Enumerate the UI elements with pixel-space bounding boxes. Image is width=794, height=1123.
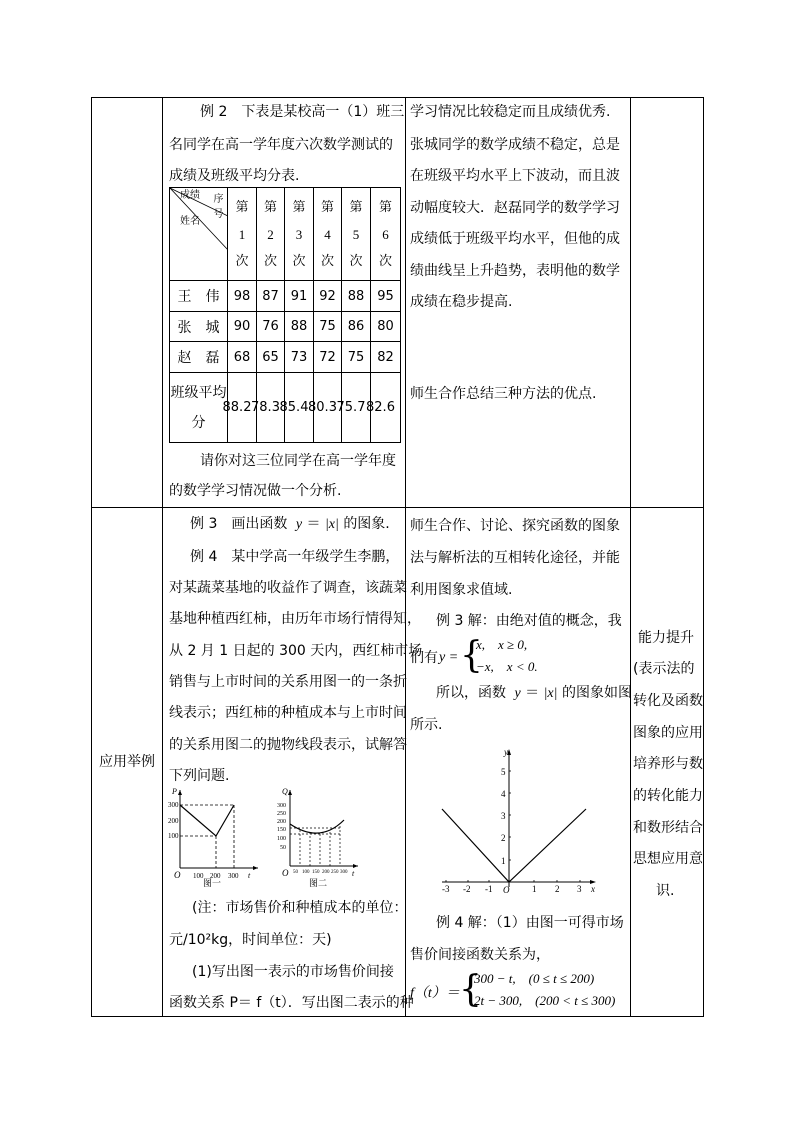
row-name: 赵 磊 <box>170 342 228 373</box>
ex3-func: y <box>295 517 303 532</box>
q1-line: (1)写出图一表示的市场售价间接 <box>192 964 394 980</box>
ex3-suffix: 的图象. <box>343 516 390 532</box>
avg-cell: 78.3 <box>257 373 285 443</box>
graph-ytick: 1 <box>501 856 506 866</box>
fig2-ytick: 100 <box>277 836 286 842</box>
fig2-xtick: 300 <box>340 870 348 875</box>
figure-two-graph <box>276 786 362 888</box>
graph-xtick: -3 <box>442 884 450 894</box>
score-table <box>169 187 401 443</box>
fig2-origin: O <box>282 868 289 878</box>
piece1-case: x, x ≥ 0, <box>476 637 528 652</box>
analysis-line: 学习情况比较稳定而且成绩优秀. <box>410 104 611 120</box>
ex4-line: 从 2 月 1 日起的 300 天内，西红柿市场 <box>169 643 423 659</box>
ex3-prefix: 例 3 画出函数 <box>190 516 288 532</box>
abs-value-graph <box>436 745 602 895</box>
score-cell: 75 <box>314 312 342 342</box>
table-row <box>170 342 401 373</box>
intro-line: 师生合作、讨论、探究函数的图象 <box>410 518 620 534</box>
analysis-line: 成绩在稳步提高. <box>410 294 513 310</box>
score-cell: 92 <box>314 281 342 312</box>
header-test-2: 第 2 次 <box>257 188 285 281</box>
graph-ytick: 2 <box>501 833 506 843</box>
ex4-line: 销售与上市时间的关系用图一的一条折 <box>169 674 407 690</box>
header-test-6: 第 6 次 <box>371 188 401 281</box>
graph-xtick: 2 <box>555 884 560 894</box>
score-cell: 65 <box>257 342 285 373</box>
ex4-line: 下列问题. <box>169 768 230 784</box>
table-row <box>170 281 401 312</box>
summary-line: 师生合作总结三种方法的优点. <box>410 386 597 402</box>
so-line: 所以，函数 y ＝ |x| 的图象如图 <box>436 685 632 701</box>
fig2-xtick: 250 <box>331 870 339 875</box>
score-cell: 86 <box>342 312 371 342</box>
corner-score-label: 成绩 <box>180 190 200 201</box>
ex3-abs: |x| <box>324 517 339 532</box>
col-line-2 <box>162 97 163 1017</box>
fig2-ytick: 250 <box>277 811 286 817</box>
fig1-xtick: 300 <box>228 872 239 880</box>
table-corner-cell <box>170 188 228 281</box>
analysis-line: 在班级平均水平上下波动，而且波 <box>410 168 620 184</box>
fig1-caption: 图一 <box>203 879 222 889</box>
score-cell: 91 <box>285 281 314 312</box>
piece1-case: −x, x < 0. <box>476 659 538 674</box>
graph-origin: O <box>503 885 510 895</box>
piece1-y: y = <box>439 650 459 665</box>
graph-xlabel: x <box>591 884 595 894</box>
right-note-line: 和数形结合 <box>633 820 703 836</box>
fig2-xvar: t <box>352 869 355 878</box>
ex2-question-line-2: 的数学学习情况做一个分析. <box>169 483 342 499</box>
header-test-1: 第 1 次 <box>228 188 257 281</box>
analysis-line: 绩曲线呈上升趋势，表明他的数学 <box>410 263 620 279</box>
fig2-ytick: 50 <box>280 845 286 851</box>
right-note-line: 转化及函数 <box>633 693 703 709</box>
intro-line: 利用图象求值域. <box>410 582 513 598</box>
graph-xtick: 1 <box>532 884 537 894</box>
note-line: (注：市场售价和种植成本的单位： <box>192 900 408 916</box>
score-cell: 88 <box>342 281 371 312</box>
col-line-5 <box>703 97 704 1017</box>
score-cell: 76 <box>257 312 285 342</box>
table-row <box>170 373 401 443</box>
col-line-3 <box>405 97 406 1017</box>
col-line-4 <box>630 97 631 1017</box>
ex3-eq: ＝ <box>306 516 321 532</box>
fig2-ylabel: Q <box>282 787 288 796</box>
analysis-line: 成绩低于班级平均水平，但他的成 <box>410 231 620 247</box>
intro-line: 法与解析法的互相转化途径，并能 <box>410 550 620 566</box>
row-name-average: 班级平均 分 <box>170 373 228 443</box>
shown-line: 所示. <box>410 717 443 733</box>
fig1-xvar: t <box>248 871 251 880</box>
ex4-line: 对某蔬菜基地的收益作了调查，该蔬菜 <box>169 580 407 596</box>
score-cell: 73 <box>285 342 314 373</box>
ex4-line: 例 4 某中学高一年级学生李鹏， <box>190 549 400 565</box>
graph-xtick: 3 <box>577 884 582 894</box>
fig1-xtick: 200 <box>210 872 221 880</box>
score-cell: 87 <box>257 281 285 312</box>
piece2-case: 2t − 300, (200 < t ≤ 300) <box>474 993 616 1008</box>
ex4-solution-line: 售价间接函数关系为， <box>410 947 550 963</box>
row-divider <box>91 507 703 508</box>
fig2-ytick: 200 <box>277 819 286 825</box>
right-note-line: 图象的应用 <box>633 725 703 741</box>
right-note-line: 识. <box>656 883 675 899</box>
avg-cell: 88.2 <box>228 373 257 443</box>
corner-seq-label: 序号 <box>213 194 224 220</box>
ex4-solution-line: 例 4 解：（1）由图一可得市场 <box>436 915 624 931</box>
fig2-xtick: 50 <box>293 870 298 875</box>
ex2-line-2: 名同学在高一学年度六次数学测试的 <box>169 137 393 153</box>
fig2-ytick: 300 <box>277 803 286 809</box>
avg-cell: 85.4 <box>285 373 314 443</box>
score-cell: 90 <box>228 312 257 342</box>
score-cell: 80 <box>371 312 401 342</box>
ex3-have: 们有 <box>410 650 438 666</box>
right-note-line: 思想应用意 <box>633 851 703 867</box>
score-cell: 75 <box>342 342 371 373</box>
score-cell: 88 <box>285 312 314 342</box>
right-note-line: 培养形与数 <box>633 756 703 772</box>
right-note-line: 的转化能力 <box>633 788 703 804</box>
fig1-ytick: 100 <box>168 832 179 840</box>
score-cell: 68 <box>228 342 257 373</box>
ex4-line: 的关系用图二的抛物线段表示，试解答 <box>169 737 407 753</box>
graph-ylabel: y <box>504 747 508 757</box>
table-top-border <box>91 97 703 98</box>
analysis-line: 动幅度较大．赵磊同学的数学学习 <box>410 200 620 216</box>
table-row <box>170 312 401 342</box>
fig1-xtick: 100 <box>193 872 204 880</box>
figure-one-graph <box>168 786 264 888</box>
ex2-line-1: 例 2 下表是某校高一（1）班三 <box>200 104 405 120</box>
graph-ytick: 3 <box>501 811 506 821</box>
corner-name-label: 姓名 <box>180 216 200 227</box>
analysis-line: 张城同学的数学成绩不稳定，总是 <box>410 137 620 153</box>
piece2-label: f（t）＝ <box>410 986 460 1001</box>
section-label: 应用举例 <box>99 754 155 770</box>
right-note-line: (表示法的 <box>633 661 695 677</box>
score-cell: 98 <box>228 281 257 312</box>
piece1-brace: { <box>460 635 483 676</box>
header-test-3: 第 3 次 <box>285 188 314 281</box>
right-note-line: 能力提升 <box>638 630 694 646</box>
row-name: 张 城 <box>170 312 228 342</box>
ex4-line: 线表示；西红柿的种植成本与上市时间 <box>169 705 407 721</box>
table-bottom-border <box>91 1016 703 1017</box>
graph-xtick: -1 <box>485 884 493 894</box>
ex3-line <box>190 514 390 535</box>
fig1-origin: O <box>174 870 181 880</box>
ex2-question-line-1: 请你对这三位同学在高一学年度 <box>200 453 396 469</box>
note-line: 元/10²kg，时间单位：天) <box>169 932 332 948</box>
fig1-ytick: 200 <box>168 817 179 825</box>
avg-cell: 82.6 <box>371 373 401 443</box>
q1-line: 函数关系 P＝ f（t）．写出图二表示的种 <box>169 995 414 1011</box>
graph-xtick: -2 <box>463 884 471 894</box>
score-cell: 82 <box>371 342 401 373</box>
graph-ytick: 4 <box>501 789 506 799</box>
score-cell: 72 <box>314 342 342 373</box>
col-line-1 <box>91 97 92 1017</box>
header-test-5: 第 5 次 <box>342 188 371 281</box>
score-cell: 95 <box>371 281 401 312</box>
ex2-line-3: 成绩及班级平均分表. <box>169 168 300 184</box>
fig2-xtick: 150 <box>312 870 320 875</box>
fig2-xtick: 200 <box>322 870 330 875</box>
fig2-xtick: 100 <box>302 870 310 875</box>
fig2-ytick: 150 <box>277 827 286 833</box>
ex4-line: 基地种植西红柿，由历年市场行情得知， <box>169 611 421 627</box>
fig1-ylabel: P <box>172 787 177 796</box>
fig2-caption: 图二 <box>309 879 328 889</box>
avg-cell: 75.7 <box>342 373 371 443</box>
piece2-case: 300 − t, (0 ≤ t ≤ 200) <box>474 971 595 986</box>
row-name: 王 伟 <box>170 281 228 312</box>
graph-ytick: 5 <box>501 767 506 777</box>
fig1-ytick: 300 <box>168 801 179 809</box>
avg-cell: 80.3 <box>314 373 342 443</box>
header-test-4: 第 4 次 <box>314 188 342 281</box>
ex3-solution-line: 例 3 解：由绝对值的概念，我 <box>436 613 622 629</box>
piece2-brace: { <box>459 969 482 1010</box>
